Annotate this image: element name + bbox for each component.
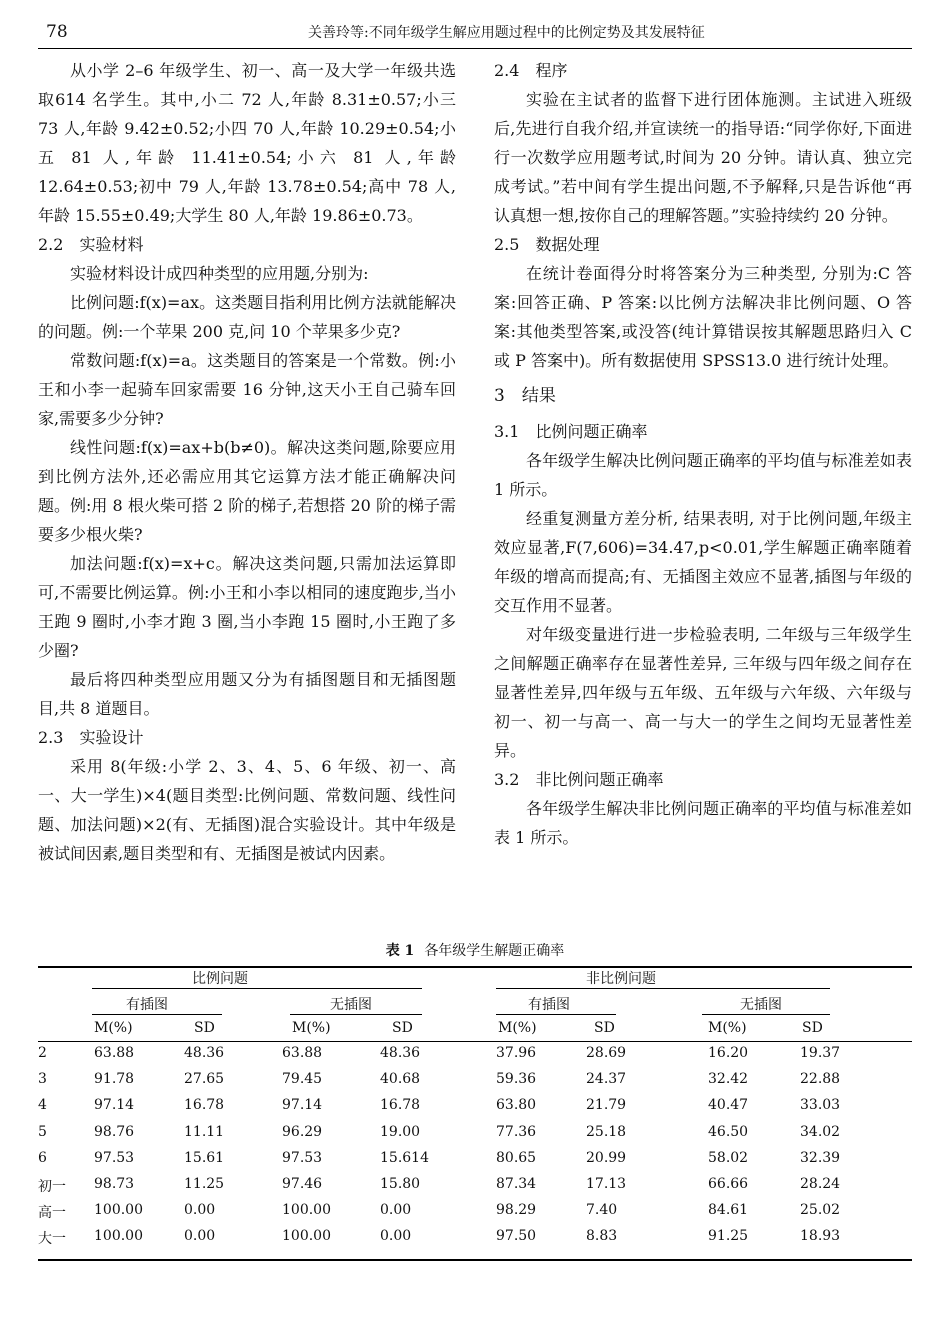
table-cell: 77.36 bbox=[496, 1123, 537, 1140]
table-cell: 66.66 bbox=[708, 1176, 749, 1192]
table-row-label: 2 bbox=[38, 1045, 47, 1061]
table-cell: 63.88 bbox=[282, 1045, 323, 1061]
table-cell: 91.25 bbox=[708, 1228, 749, 1245]
table-col-m: M(%) bbox=[94, 1020, 133, 1036]
table-cell: 100.00 bbox=[282, 1202, 331, 1219]
table-col-m: M(%) bbox=[292, 1020, 331, 1036]
table-cell: 27.65 bbox=[184, 1071, 225, 1088]
running-title: 关善玲等:不同年级学生解应用题过程中的比例定势及其发展特征 bbox=[308, 25, 705, 41]
paragraph: 经重复测量方差分析, 结果表明, 对于比例问题,年级主效应显著,F(7,606)=34.47,p<0.01,学生解题正确率随着年级的增高而提高;有、无插图主效应不显著,插图与年级的交互作用不显著。 bbox=[494, 509, 912, 615]
table-cell: 79.45 bbox=[282, 1071, 323, 1088]
table-cell: 80.65 bbox=[496, 1149, 537, 1166]
table-col-sd: SD bbox=[194, 1020, 215, 1036]
table-cell: 24.37 bbox=[586, 1071, 627, 1088]
table-top-rule bbox=[38, 966, 912, 968]
table-caption-text: 各年级学生解题正确率 bbox=[424, 943, 565, 959]
table-cell: 48.36 bbox=[184, 1045, 225, 1061]
section-heading-3-2: 3.2 非比例问题正确率 bbox=[494, 770, 664, 789]
paragraph: 线性问题:f(x)=ax+b(b≠0)。解决这类问题,除要应用到比例方法外,还必需应用其它运算方法才能正确解决问题。例:用 8 根火柴可搭 2 阶的梯子,若想搭 20 阶的梯子需要多少根火柴? bbox=[38, 438, 456, 544]
table-cell: 25.18 bbox=[586, 1123, 627, 1140]
subgroup-rule-prop-without bbox=[290, 1014, 422, 1015]
group-rule-nonproportional bbox=[496, 988, 830, 989]
table-cell: 15.80 bbox=[380, 1176, 421, 1192]
table-cell: 40.68 bbox=[380, 1071, 421, 1088]
table-col-sd: SD bbox=[802, 1020, 823, 1036]
table-cell: 16.78 bbox=[184, 1097, 225, 1114]
table-cell: 97.14 bbox=[94, 1097, 135, 1114]
table-cell: 15.614 bbox=[380, 1149, 429, 1166]
section-heading-2-4: 2.4 程序 bbox=[494, 61, 568, 80]
paragraph: 加法问题:f(x)=x+c。解决这类问题,只需加法运算即可,不需要比例运算。例:小王和小李以相同的速度跑步,当小王跑 9 圈时,小李才跑 3 圈,当小李跑 15 圈时,小王跑了多少圈? bbox=[38, 554, 456, 660]
table-col-sd: SD bbox=[594, 1020, 615, 1036]
table-cell: 33.03 bbox=[800, 1097, 841, 1114]
table-cell: 28.24 bbox=[800, 1176, 841, 1192]
table-row-label: 初一 bbox=[38, 1179, 66, 1195]
table-cell: 97.46 bbox=[282, 1176, 323, 1192]
table-cell: 18.93 bbox=[800, 1228, 841, 1245]
table-cell: 28.69 bbox=[586, 1045, 627, 1061]
section-heading-3-1: 3.1 比例问题正确率 bbox=[494, 422, 648, 441]
table-cell: 16.78 bbox=[380, 1097, 421, 1114]
table-cell: 46.50 bbox=[708, 1123, 749, 1140]
table-cell: 11.11 bbox=[184, 1123, 225, 1140]
table-subheader-nonprop-with: 有插图 bbox=[528, 997, 570, 1013]
table-caption bbox=[0, 940, 950, 960]
table-subheader-prop-with: 有插图 bbox=[126, 997, 168, 1013]
table-row-label: 4 bbox=[38, 1097, 47, 1114]
paragraph: 实验材料设计成四种类型的应用题,分别为: bbox=[70, 264, 369, 283]
table-cell: 97.14 bbox=[282, 1097, 323, 1114]
table-row-label: 5 bbox=[38, 1123, 47, 1140]
section-heading-2-5: 2.5 数据处理 bbox=[494, 235, 600, 254]
table-cell: 100.00 bbox=[94, 1202, 143, 1219]
right-column bbox=[494, 56, 912, 852]
subgroup-rule-nonprop-without bbox=[702, 1014, 830, 1015]
table-cell: 48.36 bbox=[380, 1045, 421, 1061]
table-cell: 11.25 bbox=[184, 1176, 225, 1192]
table-cell: 98.76 bbox=[94, 1123, 135, 1140]
table-group-header-nonproportional: 非比例问题 bbox=[586, 971, 656, 987]
page-header bbox=[38, 22, 912, 48]
table-cell: 97.53 bbox=[94, 1149, 135, 1166]
left-column bbox=[38, 56, 456, 868]
table-cell: 97.50 bbox=[496, 1228, 537, 1245]
table-cell: 15.61 bbox=[184, 1149, 225, 1166]
table-cell: 91.78 bbox=[94, 1071, 135, 1088]
table-col-sd: SD bbox=[392, 1020, 413, 1036]
paragraph: 从小学 2–6 年级学生、初一、高一及大学一年级共选取614 名学生。其中,小二 72 人,年龄 8.31±0.57;小三 73 人,年龄 9.42±0.52;小四 70 人,年龄 10.29±0.54;小五 81 人,年龄 11.41±0.54;小六 81 人,年龄 12.64±0.53;初中 79 人,年龄 13.78±0.54;高中 78 人,年龄 15.55±0.49;大学生 80 人,年龄 19.86±0.73。 bbox=[38, 61, 456, 225]
table-group-header-proportional: 比例问题 bbox=[192, 971, 248, 987]
table-cell: 98.73 bbox=[94, 1176, 135, 1192]
table-cell: 0.00 bbox=[380, 1202, 412, 1219]
table-cell: 100.00 bbox=[282, 1228, 331, 1245]
table-cell: 58.02 bbox=[708, 1149, 749, 1166]
section-heading-3: 3 结果 bbox=[494, 386, 556, 406]
page-number: 78 bbox=[46, 22, 68, 42]
table-cell: 63.80 bbox=[496, 1097, 537, 1114]
table-row-label: 6 bbox=[38, 1149, 47, 1166]
table-row-label: 高一 bbox=[38, 1205, 66, 1222]
table-cell: 19.00 bbox=[380, 1123, 421, 1140]
table-cell: 7.40 bbox=[586, 1202, 618, 1219]
subgroup-rule-prop-with bbox=[92, 1014, 222, 1015]
table-cell: 37.96 bbox=[496, 1045, 537, 1061]
table-cell: 20.99 bbox=[586, 1149, 627, 1166]
table-cell: 98.29 bbox=[496, 1202, 537, 1219]
paragraph: 常数问题:f(x)=a。这类题目的答案是一个常数。例:小王和小李一起骑车回家需要 16 分钟,这天小王自己骑车回家,需要多少分钟? bbox=[38, 351, 456, 428]
table-cell: 0.00 bbox=[184, 1202, 216, 1219]
table-cell: 19.37 bbox=[800, 1045, 841, 1061]
table-cell: 87.34 bbox=[496, 1176, 537, 1192]
table-bottom-rule bbox=[38, 1259, 912, 1261]
table-cell: 8.83 bbox=[586, 1228, 618, 1245]
table-cell: 17.13 bbox=[586, 1176, 627, 1192]
table-row-label: 大一 bbox=[38, 1231, 66, 1248]
paragraph: 各年级学生解决非比例问题正确率的平均值与标准差如表 1 所示。 bbox=[494, 799, 912, 847]
table-subheader-nonprop-without: 无插图 bbox=[740, 997, 782, 1013]
header-rule bbox=[38, 48, 912, 49]
table-cell: 40.47 bbox=[708, 1097, 749, 1114]
table-cell: 84.61 bbox=[708, 1202, 749, 1219]
table-row-label: 3 bbox=[38, 1071, 47, 1088]
table-cell: 96.29 bbox=[282, 1123, 323, 1140]
table-col-m: M(%) bbox=[708, 1020, 747, 1036]
paragraph: 实验在主试者的监督下进行团体施测。主试进入班级后,先进行自我介绍,并宣读统一的指导语:“同学你好,下面进行一次数学应用题考试,时间为 20 分钟。请认真、独立完成考试。”若中间有学生提出问题,不予解释,只是告诉他“再认真想一想,按你自己的理解答题。”实验持续约 20 分钟。 bbox=[494, 90, 912, 225]
table-caption-number: 表 1 bbox=[385, 943, 415, 959]
paragraph: 最后将四种类型应用题又分为有插图题目和无插图题目,共 8 道题目。 bbox=[38, 670, 456, 718]
paragraph: 各年级学生解决比例问题正确率的平均值与标准差如表 1 所示。 bbox=[494, 451, 912, 499]
paragraph: 在统计卷面得分时将答案分为三种类型, 分别为:C 答案:回答正确、P 答案:以比例方法解决非比例问题、O 答案:其他类型答案,或没答(纯计算错误按其解题思路归入 C 或 P 答案中)。所有数据使用 SPSS13.0 进行统计处理。 bbox=[494, 264, 912, 370]
table-cell: 22.88 bbox=[800, 1071, 841, 1088]
subgroup-rule-nonprop-with bbox=[496, 1014, 616, 1015]
table-cell: 97.53 bbox=[282, 1149, 323, 1166]
table-cell: 63.88 bbox=[94, 1045, 135, 1061]
section-heading-2-2: 2.2 实验材料 bbox=[38, 235, 144, 254]
table-cell: 16.20 bbox=[708, 1045, 749, 1061]
table-cell: 32.42 bbox=[708, 1071, 749, 1088]
table-col-m: M(%) bbox=[498, 1020, 537, 1036]
table-cell: 59.36 bbox=[496, 1071, 537, 1088]
paragraph: 对年级变量进行进一步检验表明, 二年级与三年级学生之间解题正确率存在显著性差异, 三年级与四年级之间存在显著性差异,四年级与五年级、五年级与六年级、六年级与初一、初一与高一、高一与大一的学生之间均无显著性差异。 bbox=[494, 625, 912, 760]
table-cell: 25.02 bbox=[800, 1202, 841, 1219]
table-subheader-prop-without: 无插图 bbox=[330, 997, 372, 1013]
section-heading-2-3: 2.3 实验设计 bbox=[38, 728, 144, 747]
table-cell: 100.00 bbox=[94, 1228, 143, 1245]
table-cell: 21.79 bbox=[586, 1097, 627, 1114]
group-rule-proportional bbox=[92, 988, 422, 989]
table-cell: 0.00 bbox=[380, 1228, 412, 1245]
table-cell: 32.39 bbox=[800, 1149, 841, 1166]
paragraph: 采用 8(年级:小学 2、3、4、5、6 年级、初一、高一、大一学生)×4(题目类型:比例问题、常数问题、线性问题、加法问题)×2(有、无插图)混合实验设计。其中年级是被试间因素,题目类型和有、无插图是被试内因素。 bbox=[38, 757, 456, 863]
table-cell: 0.00 bbox=[184, 1228, 216, 1245]
table-cell: 34.02 bbox=[800, 1123, 841, 1140]
paragraph: 比例问题:f(x)=ax。这类题目指利用比例方法就能解决的问题。例:一个苹果 200 克,问 10 个苹果多少克? bbox=[38, 293, 456, 341]
table-header-rule bbox=[38, 1041, 912, 1042]
